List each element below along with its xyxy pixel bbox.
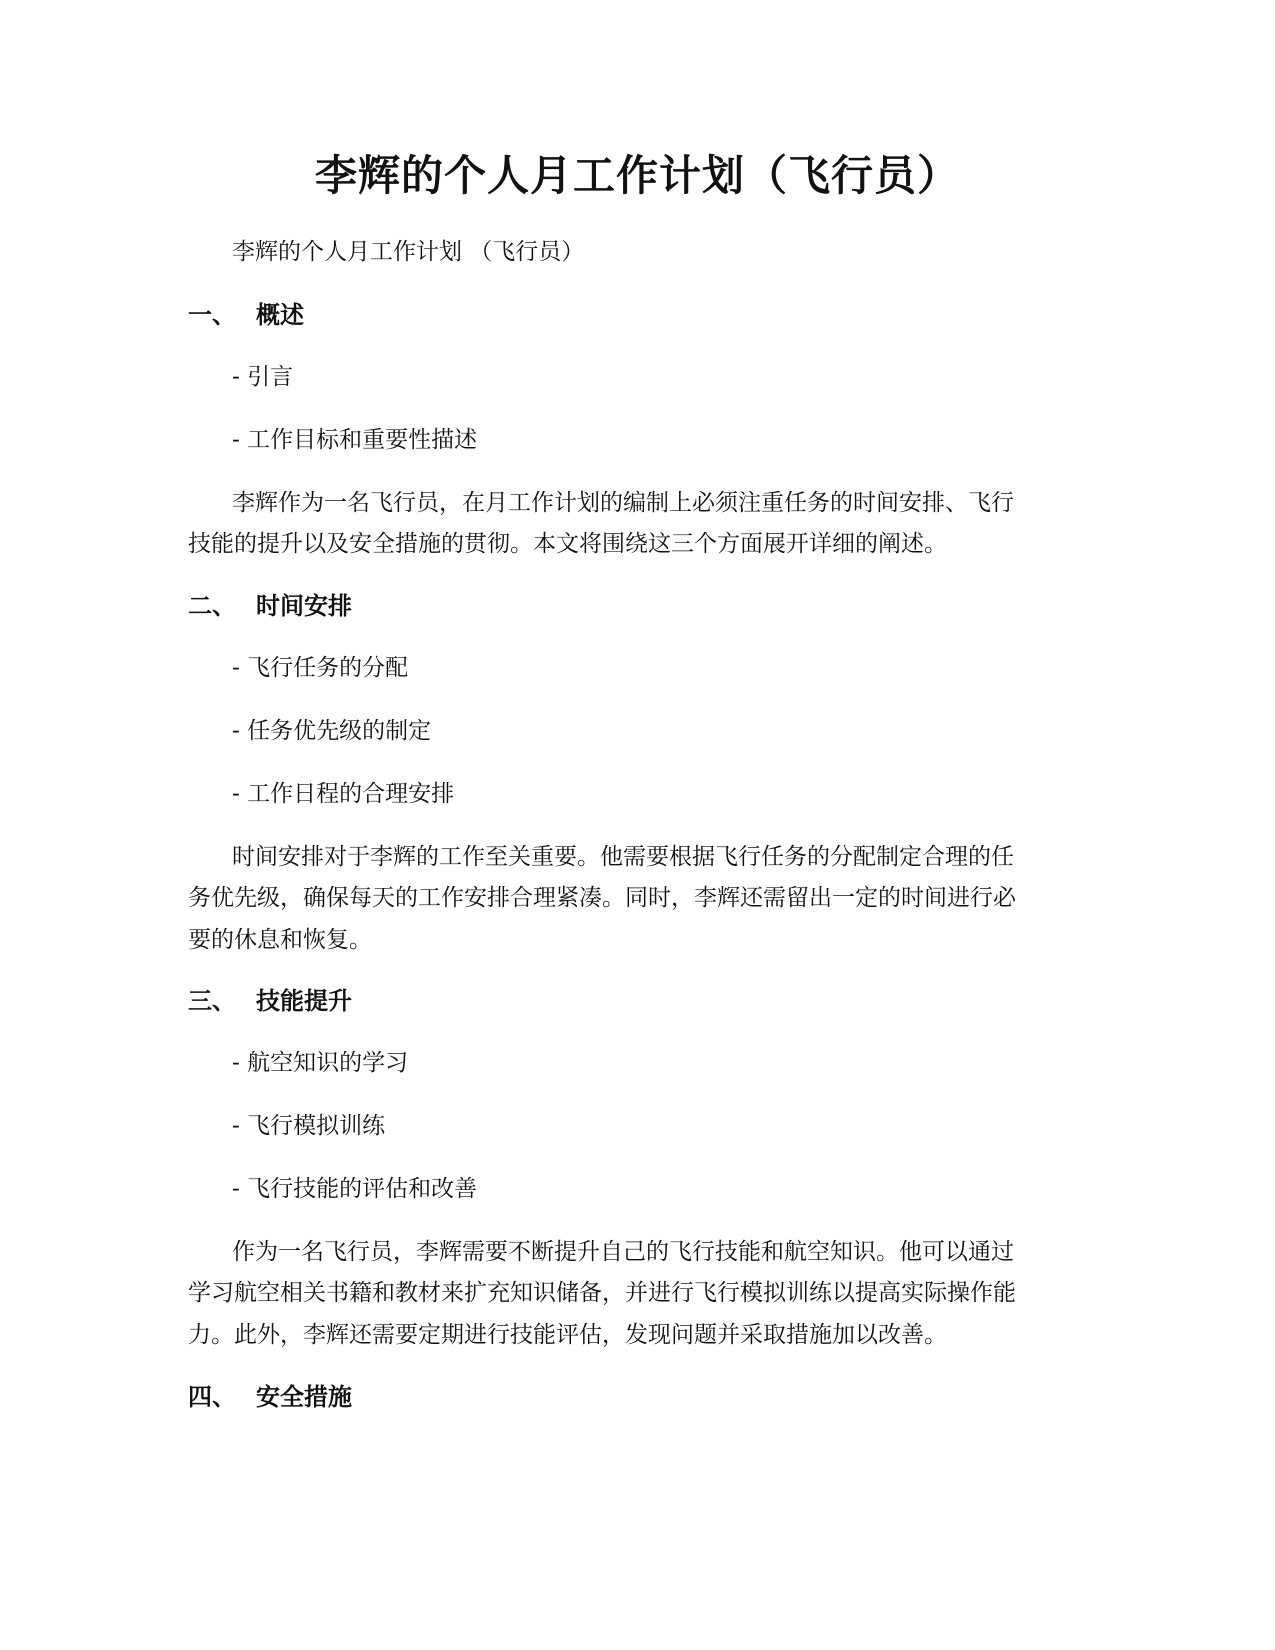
section-number: 二、	[188, 592, 236, 620]
paragraph-line: 力。此外，李辉还需要定期进行技能评估，发现问题并采取措施加以改善。	[188, 1322, 947, 1348]
document-subtitle: 李辉的个人月工作计划 （飞行员）	[232, 239, 585, 265]
section-title: 时间安排	[256, 592, 352, 620]
paragraph-line: 要的休息和恢复。	[188, 927, 372, 953]
document-title: 李辉的个人月工作计划（飞行员）	[314, 151, 960, 200]
paragraph-line: 务优先级，确保每天的工作安排合理紧凑。同时，李辉还需留出一定的时间进行必	[188, 885, 1016, 911]
section-heading-overview	[188, 299, 304, 331]
paragraph-line: 技能的提升以及安全措施的贯彻。本文将围绕这三个方面展开详细的阐述。	[188, 531, 947, 557]
list-item: - 航空知识的学习	[232, 1050, 409, 1076]
section-title: 概述	[256, 301, 304, 329]
section-number: 四、	[188, 1383, 236, 1411]
section-heading-schedule	[188, 590, 352, 622]
list-item: - 任务优先级的制定	[232, 718, 432, 744]
list-item: - 飞行任务的分配	[232, 655, 409, 681]
list-item: - 飞行技能的评估和改善	[232, 1176, 478, 1202]
list-item: - 工作日程的合理安排	[232, 781, 455, 807]
list-item: - 工作目标和重要性描述	[232, 427, 478, 453]
paragraph-line: 时间安排对于李辉的工作至关重要。他需要根据飞行任务的分配制定合理的任	[232, 844, 1014, 870]
section-heading-skills	[188, 985, 352, 1017]
paragraph-line: 作为一名飞行员，李辉需要不断提升自己的飞行技能和航空知识。他可以通过	[232, 1239, 1014, 1265]
list-item: - 飞行模拟训练	[232, 1113, 386, 1139]
paragraph-line: 学习航空相关书籍和教材来扩充知识储备，并进行飞行模拟训练以提高实际操作能	[188, 1280, 1016, 1306]
paragraph-line: 李辉作为一名飞行员，在月工作计划的编制上必须注重任务的时间安排、飞行	[232, 490, 1014, 516]
section-number: 三、	[188, 987, 236, 1015]
section-title: 安全措施	[256, 1383, 352, 1411]
section-title: 技能提升	[256, 987, 352, 1015]
list-item: - 引言	[232, 364, 294, 390]
section-number: 一、	[188, 301, 236, 329]
section-heading-safety	[188, 1381, 352, 1413]
